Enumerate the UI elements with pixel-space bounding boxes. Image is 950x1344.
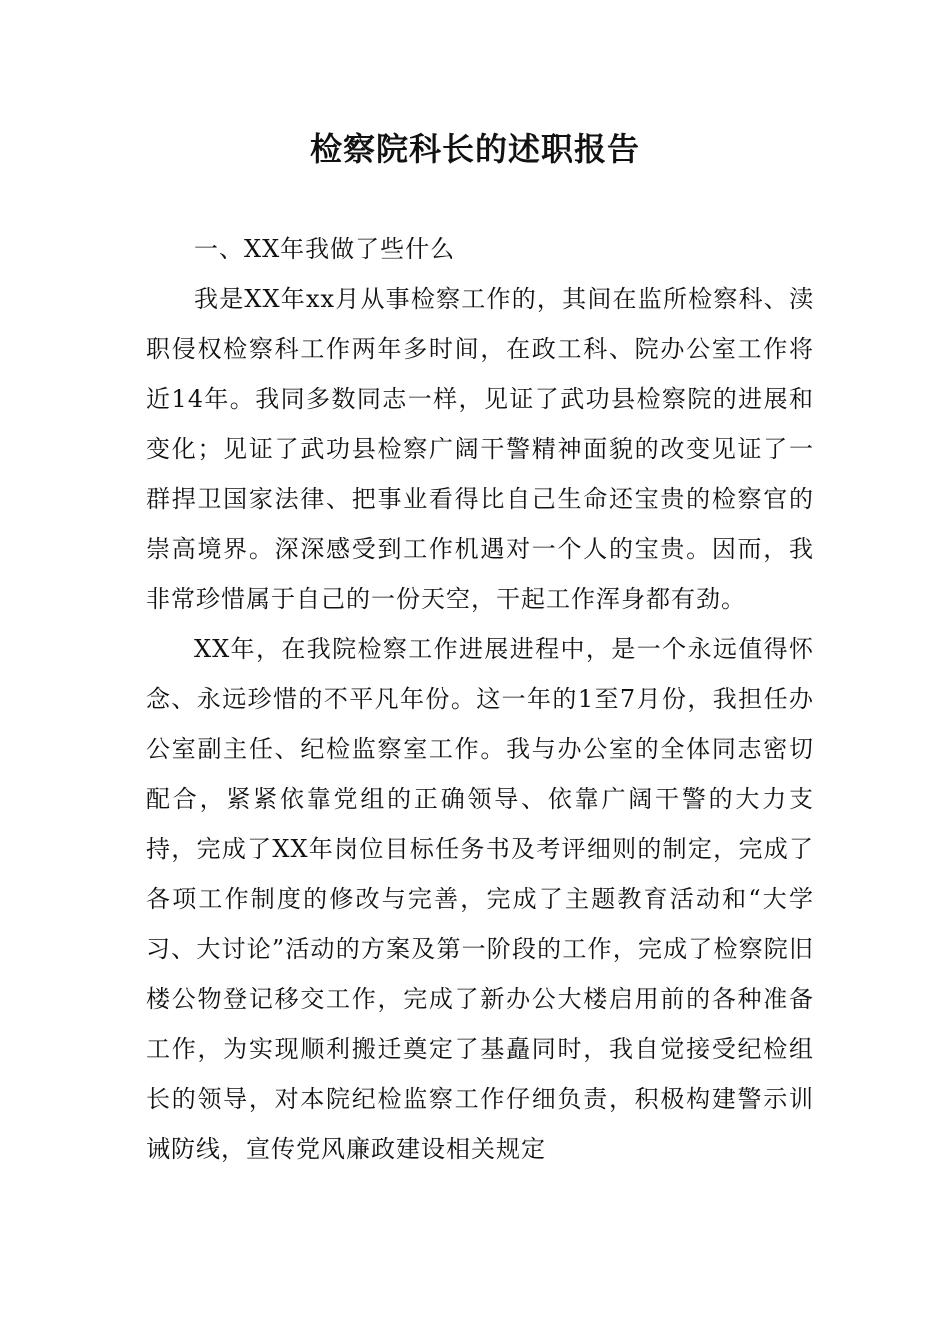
- paragraph: 我是XX年xx月从事检察工作的，其间在监所检察科、渎职侵权检察科工作两年多时间，在政工科、院办公室工作将近14年。我同多数同志一样，见证了武功县检察院的进展和变化；见证了武功县检察广阔干警精神面貌的改变见证了一群捍卫国家法律、把事业看得比自己生命还宝贵的检察官的崇高境界。深深感受到工作机遇对一个人的宝贵。因而，我非常珍惜属于自己的一份天空，干起工作浑身都有劲。: [146, 285, 814, 613]
- paragraph: XX年，在我院检察工作进展进程中，是一个永远值得怀念、永远珍惜的不平凡年份。这一年的1至7月份，我担任办公室副主任、纪检监察室工作。我与办公室的全体同志密切配合，紧紧依靠党组的正确领导、依靠广阔干警的大力支持，完成了XX年岗位目标任务书及考评细则的制定，完成了各项工作制度的修改与完善，完成了主题教育活动和“大学习、大讨论”活动的方案及第一阶段的工作，完成了检察院旧楼公物登记移交工作，完成了新办公大楼启用前的各种准备工作，为实现顺利搬迁奠定了基矗同时，我自觉接受纪检组长的领导，对本院纪检监察工作仔细负责，积极构建警示训诫防线，宣传党风廉政建设相关规定: [146, 635, 814, 1163]
- document-title: 检察院科长的述职报告: [309, 130, 640, 168]
- section-heading: 一、XX年我做了些什么: [194, 235, 456, 263]
- document-body: [146, 224, 814, 1174]
